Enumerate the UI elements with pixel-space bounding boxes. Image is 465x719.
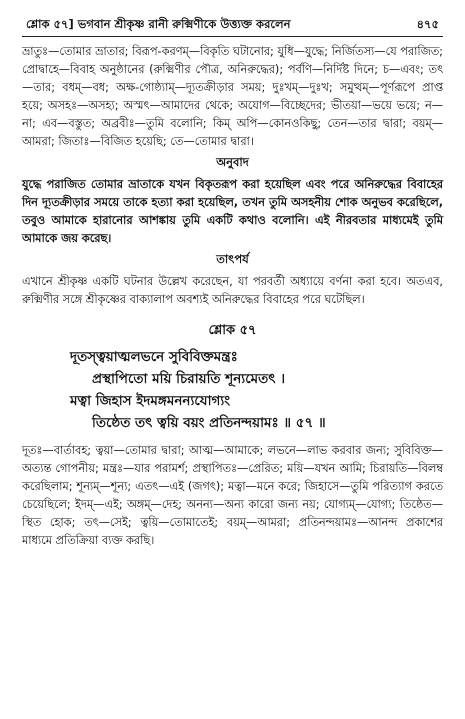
purport-text: এখানে শ্রীকৃষ্ণ একটি ঘটনার উল্লেখ করেছেন, যা পরবর্তী অধ্যায়ে বর্ণনা করা হবে। অতএব, রুক্মিণীর সঙ্গে শ্রীকৃষ্ণের বাক্যালাপ অবশ্যই অনিরুদ্ধের বিবাহের পরে ঘটেছিল। [22,275,443,306]
page-number: ৪৭৫ [416,17,439,31]
header-title: শ্লোক ৫৭] ভগবান শ্রীকৃষ্ণ রানী রুক্মিণীকে উত্ত্যক্ত করলেন [26,17,291,31]
header-rule [22,36,443,37]
verse-line-4: তিষ্ঠেত তৎ ত্বয়ি বয়ং প্রতিনন্দয়ামঃ ॥ ৫৭ ॥ [92,415,326,431]
verse-line-1: দূতস্ত্বয়াত্মলভনে সুবিবিক্তমন্ত্রঃ [70,349,238,365]
translation-heading: অনুবাদ [216,155,249,169]
synonyms-top: ভ্রাতুঃ—তোমার ভ্রাতার; বিরূপ-করণম্—বিকৃতি ঘটানোর; যুধি—যুদ্ধে; নির্জিতস্য—যে পরাজিত; প্রোদ্বাহে—বিবাহ অনুষ্ঠানের (রুক্মিণীর পৌত্র, অনিরুদ্ধের); পর্বণি—নির্দিষ্ট দিনে; চ—এবং; তৎ—তার; বধম্—বধ; অক্ষ-গোষ্ঠ্যাম্—দ্যূতক্রীড়ার সময়; দুঃখম্—দুঃখ; সমুত্থম্—পূর্ণরূপে প্রাপ্ত হয়ে; অসহঃ—অসহ্য; অস্মৎ—আমাদের থেকে; অযোগ—বিচ্ছেদের; ভীতয়া—ভয়ে ভয়ে; ন—না; এব—বস্তুত; অব্রবীঃ—তুমি বলোনি; কিম্ অপি—কোনওকিছু; তেন—তার দ্বারা; বয়ম্—আমরা; জিতাঃ—বিজিত হয়েছি; তে—তোমার দ্বারা। [22,45,443,148]
verse-block [22,346,443,434]
synonyms-bottom: দূতঃ—বার্তাবহ; ত্বয়া—তোমার দ্বারা; আত্ম—আমাকে; লভনে—লাভ করবার জন্য; সুবিবিক্ত—অত্যন্ত গোপনীয়; মন্ত্রঃ—যার পরামর্শ; প্রস্থাপিতঃ—প্রেরিত; ময়ি—যখন আমি; চিরায়তি—বিলম্ব করেছিলাম; শূন্যম্—শূন্য; এতৎ—এই (জগৎ); মত্বা—মনে করে; জিহাসে—তুমি পরিত্যাগ করতে চেয়েছিলে; ইদম্—এই; অঙ্গম্—দেহ; অনন্য—অন্য কারো জন্য নয়; যোগ্যম্—যোগ্য; তিষ্ঠেত—স্থিত হোক; তৎ—সেই; ত্বয়ি—তোমাতেই; বয়ম্—আমরা; প্রতিনন্দয়ামঃ—আনন্দ প্রকাশের মাধ্যমে প্রতিক্রিয়া ব্যক্ত করছি। [22,444,443,547]
verse-title: শ্লোক ৫৭ [208,323,257,338]
verse-line-3: মত্বা জিহাস ইদমঙ্গমনন্যযোগ্যং [70,393,231,409]
running-header [22,14,443,34]
purport-heading: তাৎপর্য [216,252,249,266]
translation-text: যুদ্ধে পরাজিত তোমার ভ্রাতাকে যখন বিকৃতরূপ করা হয়েছিল এবং পরে অনিরুদ্ধের বিবাহের দিন দ্যূতক্রীড়ার সময়ে তাকে হত্যা করা হয়েছিল, তখন তুমি অসহনীয় শোক অনুভব করেছিলে, তবুও আমাকে হারানোর আশঙ্কায় তুমি একটি কথাও বলোনি। এই নীরবতার মাধ্যমেই তুমি আমাকে জয় করেছ। [22,178,443,245]
verse-line-2: প্রস্থাপিতো ময়ি চিরায়তি শূন্যমেতৎ । [92,371,286,387]
